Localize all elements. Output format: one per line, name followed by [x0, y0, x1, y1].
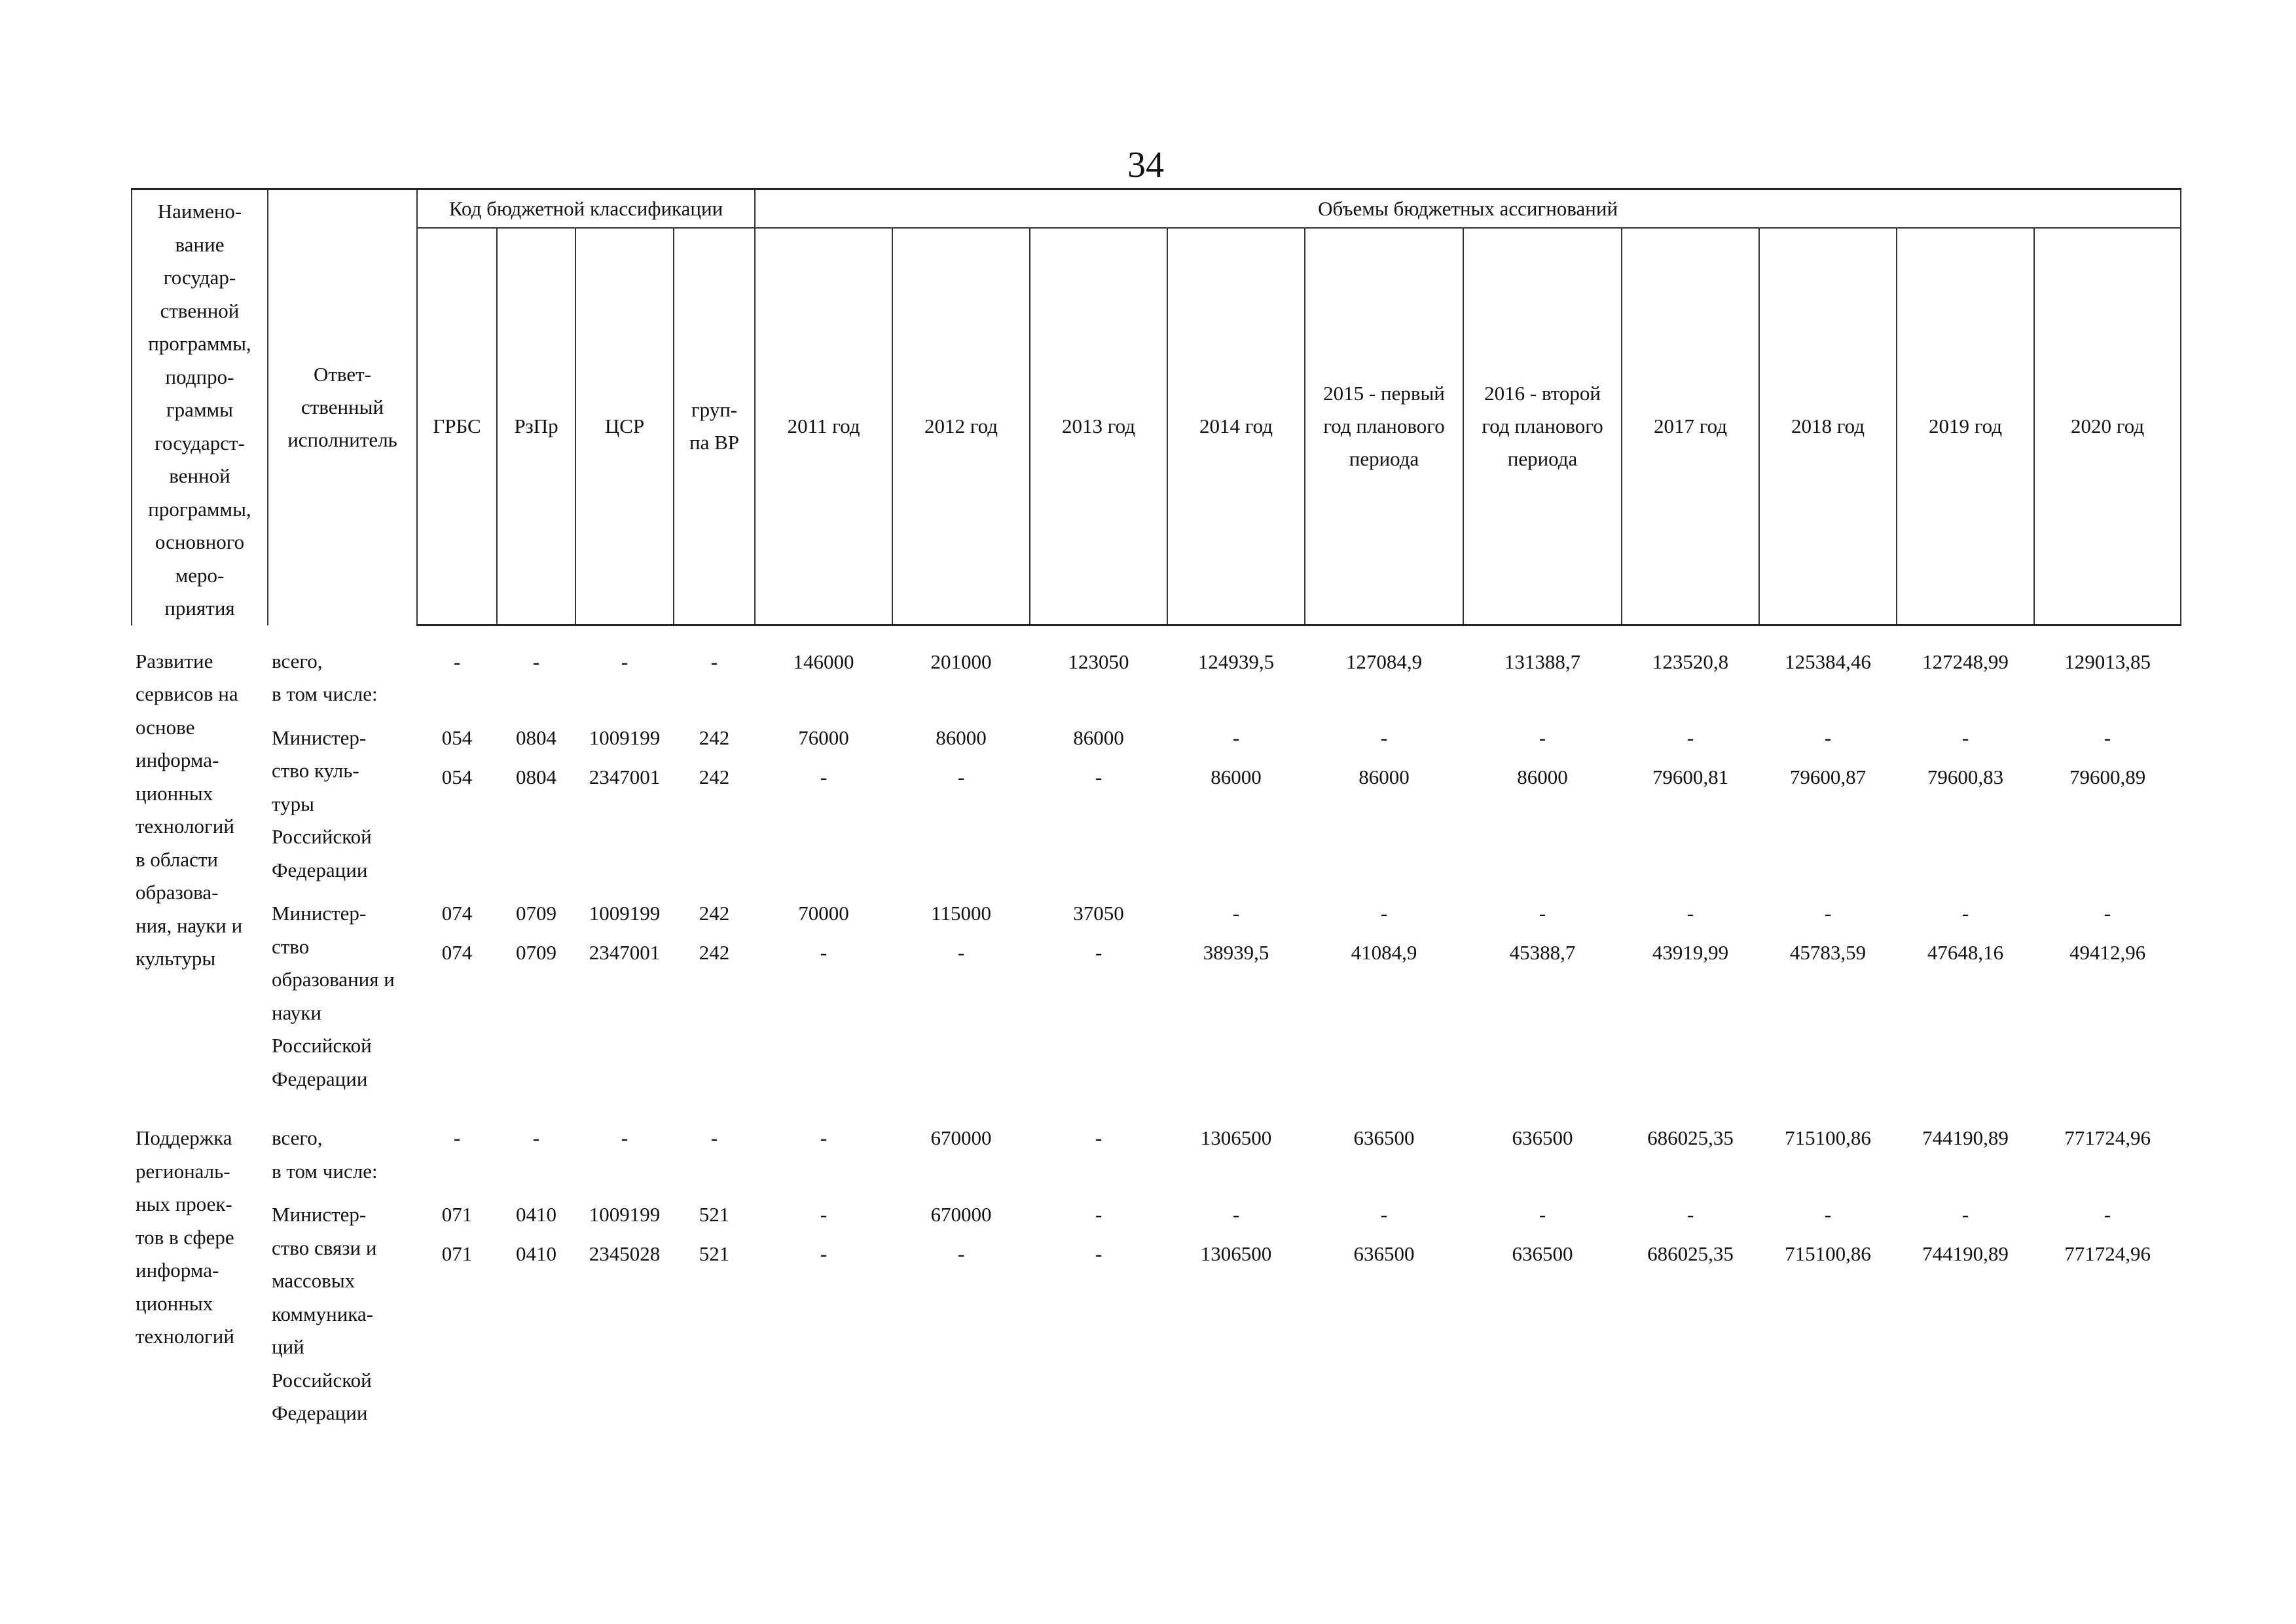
code-cell-rzpr: -	[532, 650, 540, 673]
header-year-2012: 2012 год	[892, 228, 1030, 625]
value-cell-2017: 43919,99	[1652, 941, 1729, 964]
code-cell-grbs: 071	[441, 1203, 473, 1226]
executor-name: Министер- ство связи и массовых коммуника- ций Российской Федерации	[272, 1203, 377, 1424]
header-year-2013: 2013 год	[1030, 228, 1167, 625]
code-cell-rzpr: 0410	[516, 1242, 556, 1265]
value-cell-2013: -	[1095, 941, 1102, 964]
value-cell-2019: 79600,83	[1927, 765, 2004, 788]
header-code-csr: ЦСР	[575, 228, 674, 625]
value-cell-2011: -	[820, 941, 828, 964]
header-year-2011: 2011 год	[755, 228, 892, 625]
value-cell-2012: 670000	[930, 1203, 992, 1226]
header-year-2018: 2018 год	[1759, 228, 1897, 625]
value-cell-2011: 76000	[798, 726, 849, 749]
value-cell-2012: 201000	[930, 650, 992, 673]
code-cell-csr: -	[621, 650, 629, 673]
value-cell-2020: 129013,85	[2064, 650, 2151, 673]
value-cell-2015: -	[1380, 1203, 1388, 1226]
value-cell-2014: 38939,5	[1203, 941, 1269, 964]
code-cell-grbs: 054	[441, 726, 473, 749]
value-cell-2018: -	[1824, 1203, 1832, 1226]
header-code-vr-group: груп- па ВР	[674, 228, 755, 625]
header-year-2014: 2014 год	[1167, 228, 1305, 625]
program-name: Поддержка региональ- ных проек- тов в сфере информа- ционных технологий	[136, 1126, 234, 1348]
value-cell-2017: -	[1686, 902, 1694, 925]
header-year-2017: 2017 год	[1622, 228, 1759, 625]
code-cell-grbs: 054	[441, 765, 473, 788]
value-cell-2017: 123520,8	[1652, 650, 1729, 673]
code-cell-vr-group: 242	[699, 765, 730, 788]
code-cell-grbs: -	[453, 650, 461, 673]
value-cell-2013: -	[1095, 1203, 1102, 1226]
value-cell-2017: 686025,35	[1647, 1126, 1734, 1149]
value-cell-2018: 125384,46	[1785, 650, 1871, 673]
value-cell-2013: -	[1095, 765, 1102, 788]
value-cell-2015: 636500	[1353, 1126, 1415, 1149]
value-cell-2017: -	[1686, 1203, 1694, 1226]
value-cell-2013: -	[1095, 1242, 1102, 1265]
value-cell-2015: 127084,9	[1345, 650, 1423, 673]
value-cell-2017: -	[1686, 726, 1694, 749]
header-year-2019: 2019 год	[1897, 228, 2034, 625]
value-cell-2016: 131388,7	[1504, 650, 1581, 673]
header-program-name: Наимено- вание государ- ственной программы, подпро- граммы государст- венной программы, основного меро- приятия	[132, 189, 268, 625]
value-cell-2019: 744190,89	[1922, 1126, 2009, 1149]
value-cell-2015: 86000	[1358, 765, 1410, 788]
code-cell-csr: -	[621, 1126, 629, 1149]
value-cell-2012: -	[957, 765, 965, 788]
value-cell-2011: -	[820, 1242, 828, 1265]
code-cell-vr-group: -	[710, 650, 718, 673]
code-cell-vr-group: 242	[699, 941, 730, 964]
value-cell-2013: -	[1095, 1126, 1102, 1149]
code-cell-rzpr: 0804	[516, 726, 556, 749]
value-cell-2015: -	[1380, 902, 1388, 925]
code-cell-csr: 2345028	[589, 1242, 661, 1265]
value-cell-2018: 45783,59	[1789, 941, 1867, 964]
value-cell-2011: -	[820, 1203, 828, 1226]
value-cell-2019: -	[1961, 902, 1969, 925]
value-cell-2020: 771724,96	[2064, 1126, 2151, 1149]
value-cell-2016: 45388,7	[1509, 941, 1576, 964]
value-cell-2018: -	[1824, 902, 1832, 925]
value-cell-2020: -	[2104, 1203, 2111, 1226]
header-budget-code-group: Код бюджетной классификации	[417, 189, 755, 229]
total-label: всего, в том числе:	[272, 649, 378, 705]
value-cell-2014: 86000	[1211, 765, 1262, 788]
header-year-2020: 2020 год	[2034, 228, 2181, 625]
value-cell-2012: 86000	[936, 726, 987, 749]
value-cell-2016: 86000	[1517, 765, 1568, 788]
code-cell-vr-group: -	[710, 1126, 718, 1149]
page-number: 34	[1127, 145, 1164, 185]
value-cell-2017: 686025,35	[1647, 1242, 1734, 1265]
table-row	[132, 887, 2181, 936]
header-volumes-group: Объемы бюджетных ассигнований	[755, 189, 2181, 229]
value-cell-2014: -	[1232, 726, 1240, 749]
code-cell-vr-group: 521	[699, 1203, 730, 1226]
value-cell-2012: 115000	[931, 902, 991, 925]
value-cell-2020: 79600,89	[2069, 765, 2146, 788]
value-cell-2011: -	[820, 765, 828, 788]
program-name: Развитие сервисов на основe информа- ционных технологий в области образова- ния, науки и культуры	[136, 649, 243, 970]
value-cell-2018: 79600,87	[1789, 765, 1867, 788]
value-cell-2014: -	[1232, 902, 1240, 925]
table-row	[132, 761, 2181, 887]
value-cell-2016: 636500	[1512, 1242, 1573, 1265]
table-row	[132, 625, 2181, 711]
value-cell-2011: -	[820, 1126, 828, 1149]
code-cell-rzpr: -	[532, 1126, 540, 1149]
executor-name: Министер- ство образования и науки Российской Федерации	[272, 902, 395, 1090]
value-cell-2012: -	[957, 941, 965, 964]
value-cell-2020: -	[2104, 902, 2111, 925]
code-cell-vr-group: 521	[699, 1242, 730, 1265]
code-cell-grbs: -	[453, 1126, 461, 1149]
code-cell-rzpr: 0709	[516, 902, 556, 925]
value-cell-2020: 771724,96	[2064, 1242, 2151, 1265]
code-cell-csr: 2347001	[589, 765, 661, 788]
header-year-2015: 2015 - первый год планового периода	[1305, 228, 1463, 625]
value-cell-2014: -	[1232, 1203, 1240, 1226]
code-cell-rzpr: 0410	[516, 1203, 556, 1226]
code-cell-rzpr: 0804	[516, 765, 556, 788]
total-label: всего, в том числе:	[272, 1126, 378, 1183]
code-cell-grbs: 071	[441, 1242, 473, 1265]
value-cell-2015: -	[1380, 726, 1388, 749]
code-cell-csr: 1009199	[589, 726, 661, 749]
code-cell-vr-group: 242	[699, 726, 730, 749]
value-cell-2011: 70000	[798, 902, 849, 925]
value-cell-2015: 636500	[1353, 1242, 1415, 1265]
table-row	[132, 1096, 2181, 1188]
value-cell-2017: 79600,81	[1652, 765, 1729, 788]
header-executor: Ответ- ственный исполнитель	[268, 189, 417, 625]
header-code-grbs: ГРБС	[417, 228, 497, 625]
table-row	[132, 1238, 2181, 1430]
value-cell-2016: 636500	[1512, 1126, 1573, 1149]
code-cell-grbs: 074	[441, 941, 473, 964]
table-row	[132, 1188, 2181, 1238]
executor-name: Министер- ство куль- туры Российской Федерации	[272, 726, 372, 881]
value-cell-2019: 127248,99	[1922, 650, 2009, 673]
value-cell-2015: 41084,9	[1351, 941, 1417, 964]
value-cell-2014: 1306500	[1200, 1242, 1272, 1265]
value-cell-2016: -	[1539, 902, 1546, 925]
value-cell-2018: 715100,86	[1785, 1242, 1871, 1265]
table-row	[132, 936, 2181, 1096]
value-cell-2019: 744190,89	[1922, 1242, 2009, 1265]
value-cell-2013: 37050	[1073, 902, 1124, 925]
value-cell-2011: 146000	[793, 650, 854, 673]
code-cell-vr-group: 242	[699, 902, 730, 925]
value-cell-2016: -	[1539, 1203, 1546, 1226]
code-cell-rzpr: 0709	[516, 941, 556, 964]
value-cell-2019: 47648,16	[1927, 941, 2004, 964]
value-cell-2012: -	[957, 1242, 965, 1265]
table-row	[132, 711, 2181, 761]
value-cell-2013: 123050	[1068, 650, 1129, 673]
code-cell-csr: 2347001	[589, 941, 661, 964]
header-code-rzpr: РзПр	[497, 228, 575, 625]
value-cell-2016: -	[1539, 726, 1546, 749]
value-cell-2013: 86000	[1073, 726, 1124, 749]
value-cell-2020: -	[2104, 726, 2111, 749]
value-cell-2020: 49412,96	[2069, 941, 2146, 964]
budget-allocation-table	[131, 188, 2181, 1430]
header-year-2016: 2016 - второй год планового периода	[1463, 228, 1622, 625]
value-cell-2014: 124939,5	[1197, 650, 1275, 673]
value-cell-2018: 715100,86	[1785, 1126, 1871, 1149]
value-cell-2019: -	[1961, 1203, 1969, 1226]
value-cell-2012: 670000	[930, 1126, 992, 1149]
value-cell-2019: -	[1961, 726, 1969, 749]
code-cell-csr: 1009199	[589, 902, 661, 925]
code-cell-grbs: 074	[441, 902, 473, 925]
code-cell-csr: 1009199	[589, 1203, 661, 1226]
value-cell-2018: -	[1824, 726, 1832, 749]
value-cell-2014: 1306500	[1200, 1126, 1272, 1149]
